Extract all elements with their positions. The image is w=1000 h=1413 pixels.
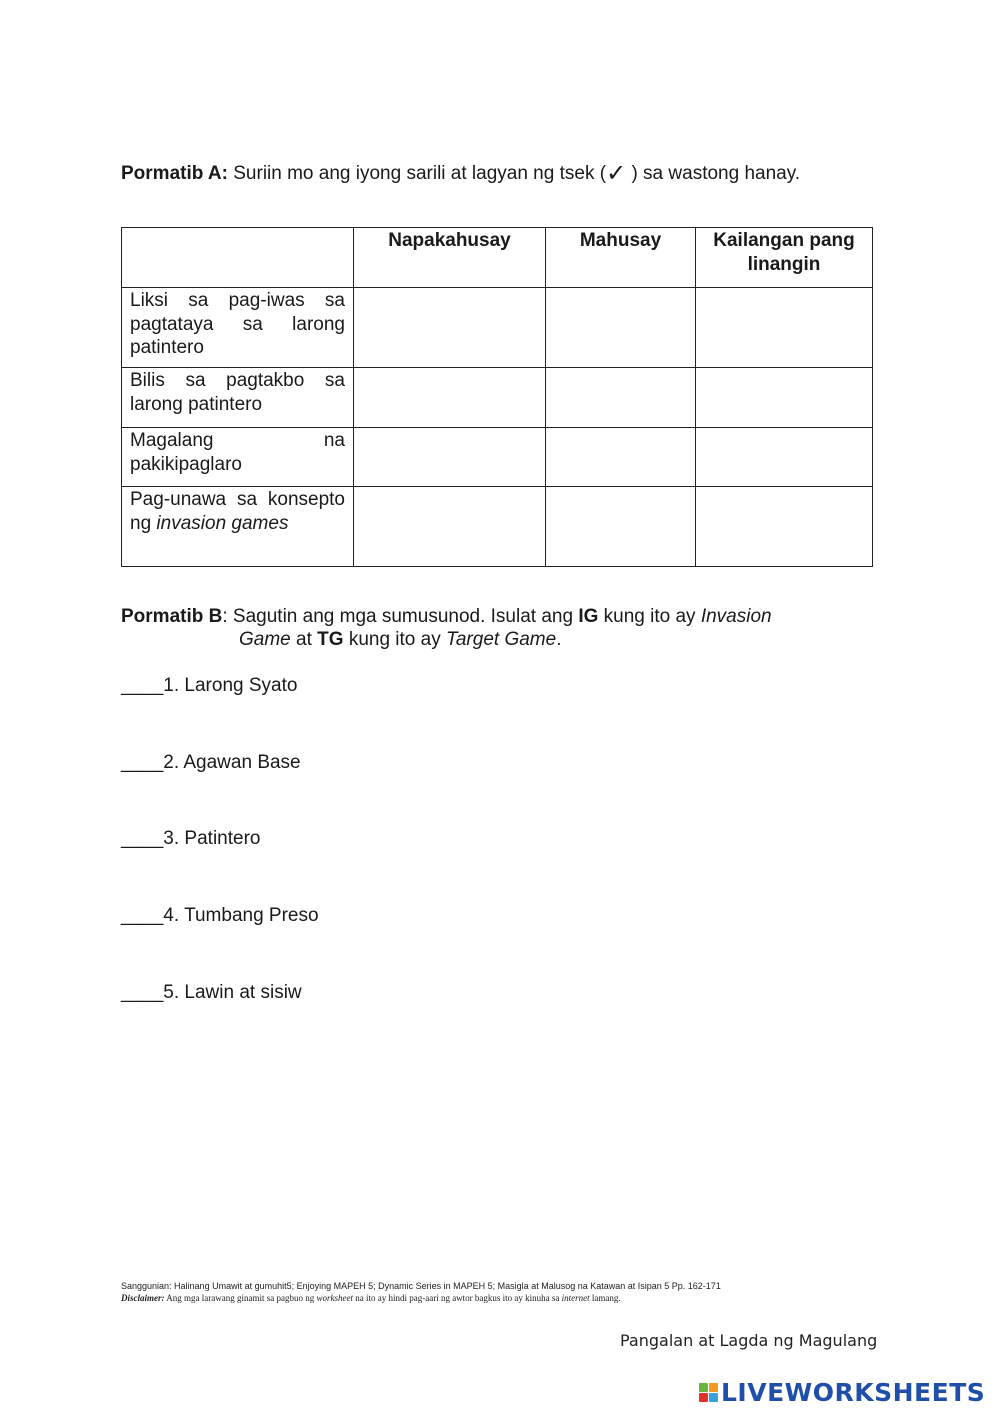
criterion-text-plain: Pag-unawa sa konsepto ng xyxy=(130,489,345,534)
criterion-cell xyxy=(122,487,354,567)
item-text: Patintero xyxy=(184,828,261,849)
item-number: 5. xyxy=(163,982,180,1003)
target-game-text: Target Game xyxy=(446,629,557,650)
criterion-cell xyxy=(122,428,354,487)
logo-tile xyxy=(709,1393,718,1402)
answer-blank[interactable]: ____ xyxy=(121,752,164,773)
napakahusay-check-cell[interactable] xyxy=(354,428,546,487)
criterion-cell xyxy=(122,288,354,368)
criterion-text xyxy=(130,488,345,535)
invasion-text: Invasion xyxy=(700,606,772,627)
pormatib-a-label: Pormatib A: xyxy=(121,163,228,184)
answer-blank[interactable]: ____ xyxy=(121,675,164,696)
pormatib-b-label: Pormatib B xyxy=(121,606,223,627)
disclaimer-internet: internet xyxy=(561,1293,590,1303)
self-assessment-table xyxy=(121,227,873,567)
napakahusay-check-cell[interactable] xyxy=(354,487,546,567)
check-mark-icon: ✓ xyxy=(606,159,627,187)
table-row xyxy=(122,288,873,368)
item-number: 1. xyxy=(163,675,180,696)
answer-blank[interactable]: ____ xyxy=(121,828,164,849)
disclaimer-text: Ang mga larawang ginamit sa pagbuo ng xyxy=(164,1293,317,1303)
header-kailangan-pang-linangin: Kailangan pang linangin xyxy=(696,228,873,288)
item-text: Tumbang Preso xyxy=(184,905,319,926)
source-reference: Sanggunian: Halinang Umawit at gumuhit5; Enjoying MAPEH 5; Dynamic Series in MAPEH 5; Masigla at Malusog na Katawan at Isipan 5 Pp. 162-171 xyxy=(121,1281,721,1291)
header-mahusay: Mahusay xyxy=(546,228,696,288)
list-item xyxy=(121,904,319,927)
list-item xyxy=(121,751,301,774)
pormatib-b-instruction-line2 xyxy=(239,628,561,651)
list-item xyxy=(121,981,302,1004)
pormatib-b-text: at xyxy=(290,629,318,650)
mahusay-check-cell[interactable] xyxy=(546,428,696,487)
mahusay-check-cell[interactable] xyxy=(546,288,696,368)
mahusay-check-cell[interactable] xyxy=(546,487,696,567)
pormatib-b-instruction-line1 xyxy=(121,605,772,628)
pormatib-a-text-pre: Suriin mo ang iyong sarili at lagyan ng tsek ( xyxy=(227,163,607,184)
kailangan-check-cell[interactable] xyxy=(696,288,873,368)
list-item xyxy=(121,674,297,697)
game-text: Game xyxy=(239,629,291,650)
pormatib-a-instruction xyxy=(121,159,801,187)
napakahusay-check-cell[interactable] xyxy=(354,368,546,428)
ig-code: IG xyxy=(578,606,599,627)
disclaimer-text: na ito ay hindi pag-aari ng awtor bagkus ito ay kinuha sa xyxy=(352,1293,562,1303)
list-item xyxy=(121,827,260,850)
header-napakahusay: Napakahusay xyxy=(354,228,546,288)
answer-blank[interactable]: ____ xyxy=(121,982,164,1003)
criterion-text: Magalang na pakikipaglaro xyxy=(130,430,345,475)
liveworksheets-brand-name: LIVEWORKSHEETS xyxy=(721,1378,986,1407)
criterion-cell xyxy=(122,368,354,428)
table-header-row xyxy=(122,228,873,288)
liveworksheets-logo-icon xyxy=(699,1383,718,1402)
answer-blank[interactable]: ____ xyxy=(121,905,164,926)
item-text: Larong Syato xyxy=(184,675,298,696)
disclaimer-label: Disclaimer: xyxy=(121,1293,165,1303)
pormatib-b-text: . xyxy=(556,629,562,650)
table-row xyxy=(122,368,873,428)
logo-tile xyxy=(699,1383,708,1392)
logo-tile xyxy=(709,1383,718,1392)
pormatib-b-text: kung ito ay xyxy=(343,629,446,650)
napakahusay-check-cell[interactable] xyxy=(354,288,546,368)
pormatib-b-text: kung ito ay xyxy=(598,606,701,627)
disclaimer-worksheet: worksheet xyxy=(316,1293,353,1303)
item-number: 3. xyxy=(163,828,180,849)
item-number: 4. xyxy=(163,905,180,926)
disclaimer xyxy=(121,1292,621,1304)
header-criteria xyxy=(122,228,354,288)
kailangan-check-cell[interactable] xyxy=(696,368,873,428)
item-number: 2. xyxy=(163,752,180,773)
kailangan-check-cell[interactable] xyxy=(696,428,873,487)
criterion-text-italic: invasion games xyxy=(156,512,289,534)
criterion-text: Liksi sa pag-iwas sa pagtataya sa larong patintero xyxy=(130,290,345,358)
disclaimer-text: lamang. xyxy=(589,1293,621,1303)
mahusay-check-cell[interactable] xyxy=(546,368,696,428)
tg-code: TG xyxy=(317,629,344,650)
table-row xyxy=(122,428,873,487)
parent-signature-label: Pangalan at Lagda ng Magulang xyxy=(620,1331,878,1350)
liveworksheets-logo xyxy=(699,1378,985,1407)
item-text: Lawin at sisiw xyxy=(184,982,302,1003)
table-row xyxy=(122,487,873,567)
pormatib-b-text: : Sagutin ang mga sumusunod. Isulat ang xyxy=(222,606,579,627)
kailangan-check-cell[interactable] xyxy=(696,487,873,567)
item-text: Agawan Base xyxy=(183,752,301,773)
logo-tile xyxy=(699,1393,708,1402)
criterion-text: Bilis sa pagtakbo sa larong patintero xyxy=(130,370,345,415)
pormatib-a-text-post: ) sa wastong hanay. xyxy=(626,163,801,184)
